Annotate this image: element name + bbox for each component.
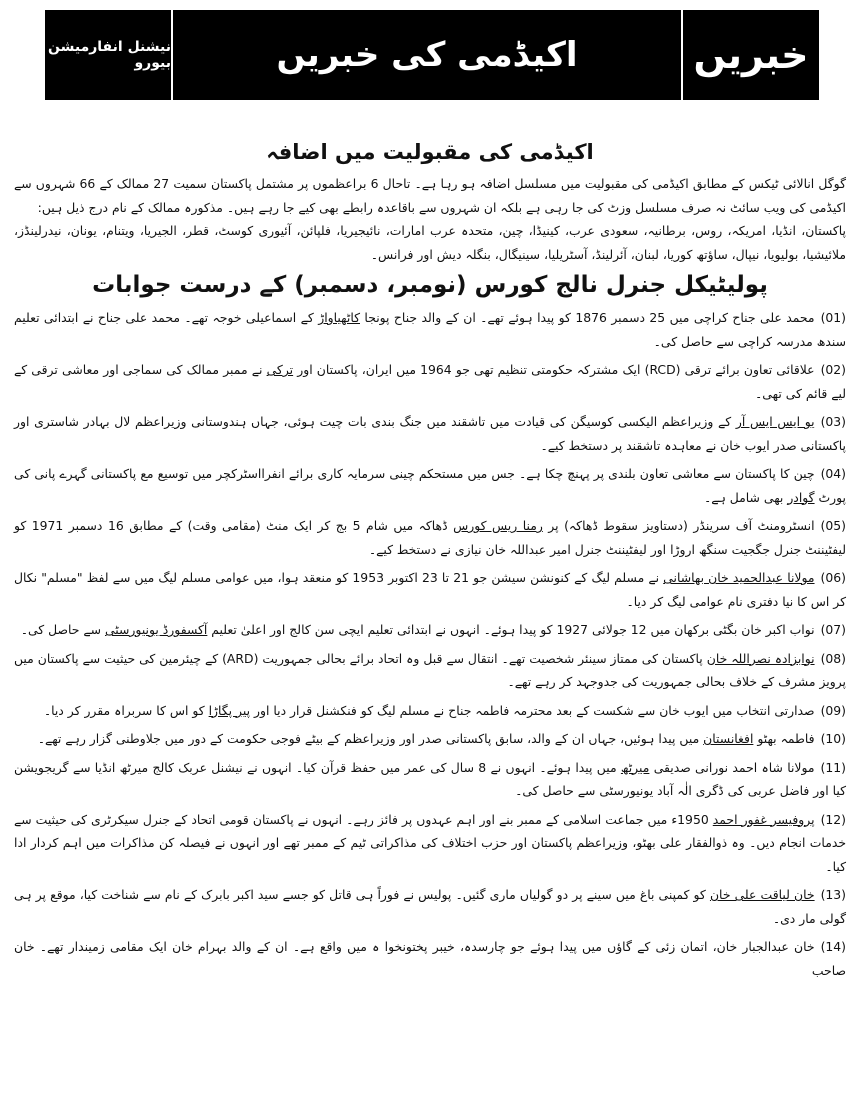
answer-text: فاطمہ بھٹو [753, 731, 815, 746]
answer-item [14, 647, 846, 694]
answer-text: علاقائی تعاون برائے ترقی (RCD) ایک مشترکہ حکومتی تنظیم تھی جو 1964 میں ایران، پاکستان اور [293, 362, 815, 377]
answer-item [14, 727, 846, 751]
section1-countries: پاکستان، انڈیا، امریکہ، روس، برطانیہ، سعودی عرب، کینیڈا، چین، متحدہ عرب امارات، نائیجیریا، فلپائن، آئیوری کوسٹ، قطر، الجیریا، ویتنام، یونان، نیدرلینڈز، ملائیشیا، بولیویا، نیپال، ساؤتھ کوریا، لبنان، آئرلینڈ، آسٹریلیا، سینیگال، بنگلہ دیش اور فرانس۔ [14, 223, 846, 262]
answer-text-continued: میں پیدا ہوئیں، جہاں ان کے والد، سابق پاکستانی صدر اور وزیراعظم کے بیٹے فوجی حکومت کے دور میں جلاوطنی گزار رہے تھے۔ [37, 731, 704, 746]
answer-highlight: مولانا عبدالحمید خان بھاشانی [663, 570, 815, 585]
answer-number: (09) [820, 702, 846, 718]
answer-number: (14) [820, 939, 846, 954]
answer-text-continued: پاکستان کی ممتاز سینئر شخصیت تھے۔ انتقال سے قبل وہ اتحاد برائے بحالی جمہوریت (ARD) کے چیئرمین کی حیثیت سے پاکستان میں پرویز مشرف کے خلاف بحالی جمہوریت کی جدوجہد کر رہے تھے۔ [14, 650, 846, 689]
answer-item [14, 306, 846, 353]
answer-text: چین کا پاکستان سے معاشی تعاون بلندی پر پہنچ چکا ہے۔ جس میں مستحکم چینی سرمایہ کاری برائے انفرااسٹرکچر میں توسیع مع پاکستانی گہرے پانی کی پورٹ [14, 466, 846, 505]
answer-number: (01) [820, 310, 846, 325]
answer-number: (07) [820, 622, 846, 637]
answer-number: (12) [820, 811, 846, 827]
answer-number: (02) [820, 362, 846, 377]
answer-text-continued: سے حاصل کی۔ [20, 622, 105, 637]
answer-item [14, 935, 846, 982]
section2-title: پولیٹیکل جنرل نالج کورس (نومبر، دسمبر) کے درست جوابات [92, 272, 768, 298]
answer-text: صدارتی انتخاب میں ایوب خان سے شکست کے بعد محترمہ فاطمہ جناح نے مسلم لیگ کو فنکشنل قرار دیا اور [250, 702, 815, 718]
answer-highlight: پروفیسر غفور احمد [712, 811, 815, 827]
answer-number: (04) [820, 466, 846, 481]
answer-number: (05) [820, 518, 846, 533]
section1-title: اکیڈمی کی مقبولیت میں اضافہ [266, 140, 594, 164]
answer-text-continued: نے ممبر ممالک کی سماجی اور معاشی ترقی کے لیے قائم کی تھی۔ [14, 362, 846, 401]
answer-item [14, 883, 846, 930]
answer-highlight: پیر پگاڑا [208, 702, 251, 718]
answer-text-continued: میں پیدا ہوئے۔ انہوں نے 8 سال کی عمر میں حفظ قرآن کیا۔ انہوں نے نیشنل عربک کالج میرٹھ انڈیا سے گریجویشن کیا اور فاضل عربی کی ڈگری الٰہ آباد یونیورسٹی سے حاصل کی۔ [14, 759, 846, 798]
answer-highlight: ترکی [266, 362, 294, 377]
answer-highlight: آکسفورڈ یونیورسٹی [104, 622, 208, 637]
header-center-title: اکیڈمی کی خبریں [276, 35, 578, 75]
answer-item [14, 808, 846, 879]
answer-text-continued: کو اس کا سربراہ مقرر کر دیا۔ [43, 702, 209, 718]
answer-highlight: خان لیاقت علی خان [709, 887, 815, 902]
answer-text-continued: بھی شامل ہے۔ [704, 489, 788, 505]
answer-text-continued: نے مسلم لیگ کے کنونشن سیشن جو 21 تا 23 اکتوبر 1953 کو منعقد ہوا، میں عوامی مسلم لیگ میں سے لفظ "مسلم" نکال کر اس کا نیا دفتری نام عوامی لیگ کر دیا۔ [14, 570, 846, 609]
answer-text-continued: ڈھاکہ میں شام 5 بج کر ایک منٹ (مقامی وقت) کے مطابق 16 دسمبر 1971 کو لیفٹیننٹ جنرل جگجیت سنگھ اروڑا اور لیفٹیننٹ جنرل امیر عبداللہ خان نیازی نے دستخط کیے۔ [14, 518, 846, 557]
header-left-label: نیشنل انفارمیشن بیورو [45, 10, 173, 100]
article-body [14, 140, 846, 987]
answer-number: (10) [820, 731, 846, 746]
answer-number: (13) [820, 887, 847, 902]
answer-text-continued: کو کمپنی باغ میں سینے پر دو گولیاں ماری گئیں۔ پولیس نے فوراً ہی قاتل کو جسے سید اکبر بابرک کے نام سے شناخت کیا، موقع پر ہی گولی مار دی۔ [14, 887, 846, 926]
answer-highlight: میرٹھ [620, 759, 650, 775]
answer-item [14, 358, 846, 405]
answer-item [14, 756, 846, 803]
answer-text: نواب اکبر خان بگٹی برکھان میں 12 جولائی 1927 کو پیدا ہوئے۔ انہوں نے ابتدائی تعلیم ایچی سن کالج اور اعلیٰ تعلیم [207, 622, 815, 637]
answer-item [14, 514, 846, 561]
header-banner [45, 10, 819, 100]
answer-item [14, 462, 846, 509]
answer-item [14, 566, 846, 613]
answer-number: (08) [820, 650, 846, 666]
answer-highlight: گوادر [787, 489, 815, 505]
answer-item [14, 618, 846, 642]
answer-text-continued: کے اسماعیلی خوجہ تھے۔ محمد علی جناح نے ابتدائی تعلیم سندھ مدرسہ کراچی سے حاصل کی۔ [14, 310, 846, 349]
answer-text: خان عبدالجبار خان، اتمان زئی کے گاؤں میں پیدا ہوئے جو چارسدہ، خیبر پختونخوا ہ میں واقع ہے۔ ان کے والد بہرام خان ایک مقامی زمیندار تھے۔ خان صاحب [14, 939, 846, 978]
answer-number: (11) [820, 759, 846, 775]
answers-list [14, 306, 846, 982]
answer-text-continued: 1950ء میں جماعت اسلامی کے ممبر بنے اور اہم عہدوں پر فائز رہے۔ انہوں نے پاکستان قومی اتحاد کے جنرل سیکرٹری کی حیثیت سے خدمات انجام دیں۔ وہ ذوالفقار علی بھٹو، وزیراعظم پاکستان اور حزب اختلاف کی مذاکراتی ٹیم کے ممبر تھے اور انہوں نے فیصلہ کن مذاکرات میں اہم کردار ادا کیا۔ [14, 811, 846, 874]
answer-item [14, 699, 846, 723]
answer-text-continued: کے وزیراعظم الیکسی کوسیگن کی قیادت میں تاشقند میں جنگ بندی بات چیت ہوئی، جہاں ہندوستانی وزیراعظم لال بہادر شاستری اور پاکستانی صدر ایوب خان نے معاہدہ تاشقند پر دستخط کیے۔ [14, 414, 846, 453]
answer-highlight: یو ایس ایس آر [735, 414, 815, 429]
header-right-label: خبریں [681, 10, 819, 100]
answer-highlight: نوابزادہ نصراللہ خان [706, 650, 815, 666]
section1-paragraph: گوگل انالائی ٹیکس کے مطابق اکیڈمی کی مقبولیت میں مسلسل اضافہ ہو رہا ہے۔ تاحال 6 براعظموں پر مشتمل پاکستان سمیت 27 ممالک کے 66 شہروں سے اکیڈمی کی ویب سائٹ نہ صرف مسلسل وزٹ کی جا رہی ہے بلکہ ان شہروں سے باقاعدہ رابطے بھی کیے جا رہے ہیں۔ مذکورہ ممالک کے نام درج ذیل ہیں: [14, 176, 846, 215]
answer-text: انسٹرومنٹ آف سرینڈر (دستاویز سقوط ڈھاکہ) پر [542, 518, 815, 533]
answer-text: مولانا شاہ احمد نورانی صدیقی [649, 759, 815, 775]
answer-number: (03) [820, 414, 847, 429]
answer-highlight: رمنا ریس کورس [453, 518, 543, 533]
answer-highlight: کاٹھیاواڑ [318, 310, 360, 325]
answer-text: محمد علی جناح کراچی میں 25 دسمبر 1876 کو پیدا ہوئے تھے۔ ان کے والد جناح پونجا [360, 310, 815, 325]
answer-item [14, 410, 846, 457]
answer-number: (06) [820, 570, 846, 585]
answer-highlight: افغانستان [703, 731, 754, 746]
